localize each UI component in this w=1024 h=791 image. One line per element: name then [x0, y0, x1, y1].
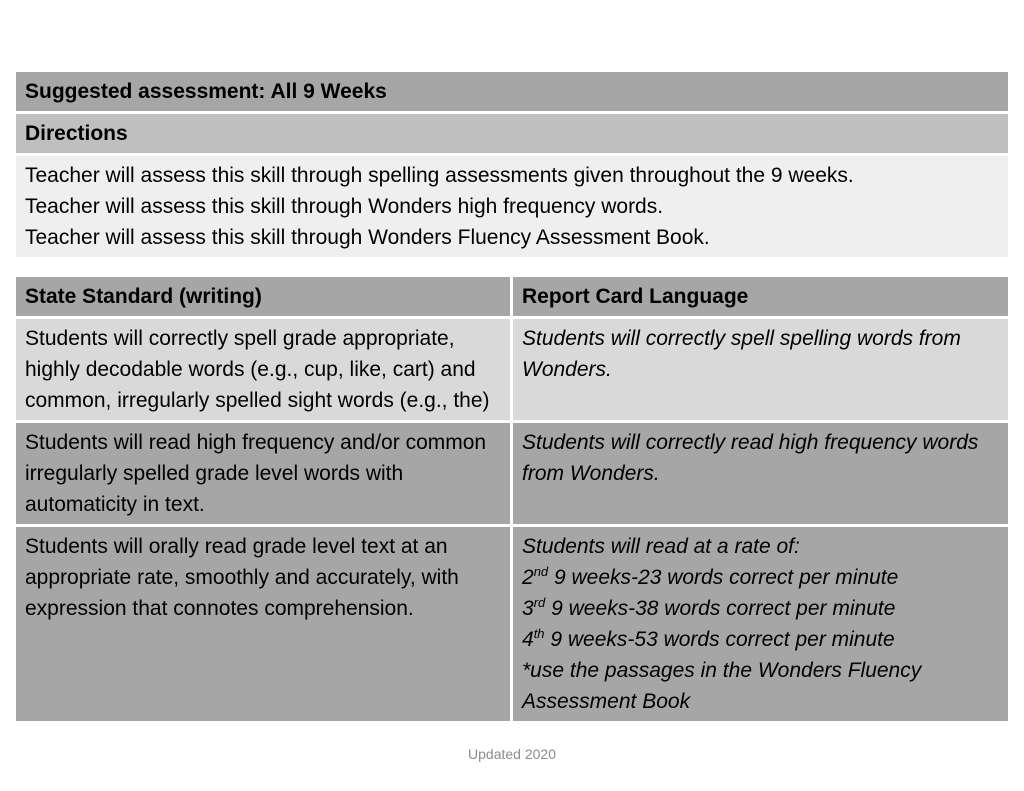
rate-intro: Students will read at a rate of: [522, 535, 800, 558]
direction-line: Teacher will assess this skill through Wonders Fluency Assessment Book. [25, 226, 710, 249]
updated-footer: Updated 2020 [468, 746, 556, 762]
report-card-header: Report Card Language [513, 277, 1008, 316]
rate-note: *use the passages in the Wonders Fluency Assessment Book [522, 659, 922, 713]
rate-line: 2nd 9 weeks-23 words correct per minute [522, 564, 899, 589]
state-standard-header: State Standard (writing) [16, 277, 510, 316]
standard-cell: Students will orally read grade level text at an appropriate rate, smoothly and accurately, with expression that connotes comprehension. [16, 527, 510, 721]
report-cell: Students will correctly spell spelling words from Wonders. [513, 319, 1008, 420]
direction-line: Teacher will assess this skill through spelling assessments given throughout the 9 weeks. [25, 164, 854, 187]
directions-heading: Directions [16, 114, 1008, 153]
rate-line: 3rd 9 weeks-38 words correct per minute [522, 595, 896, 620]
rate-line: 4th 9 weeks-53 words correct per minute [522, 626, 895, 651]
standards-table [16, 277, 1008, 724]
report-cell: Students will correctly read high frequency words from Wonders. [513, 423, 1008, 524]
directions-table [16, 72, 1008, 260]
report-cell [513, 527, 1008, 721]
standard-cell: Students will read high frequency and/or common irregularly spelled grade level words with automaticity in text. [16, 423, 510, 524]
directions-body [16, 156, 1008, 257]
standard-cell: Students will correctly spell grade appropriate, highly decodable words (e.g., cup, like, cart) and common, irregularly spelled sight words (e.g., the) [16, 319, 510, 420]
direction-line: Teacher will assess this skill through Wonders high frequency words. [25, 195, 664, 218]
assessment-heading: Suggested assessment: All 9 Weeks [16, 72, 1008, 111]
